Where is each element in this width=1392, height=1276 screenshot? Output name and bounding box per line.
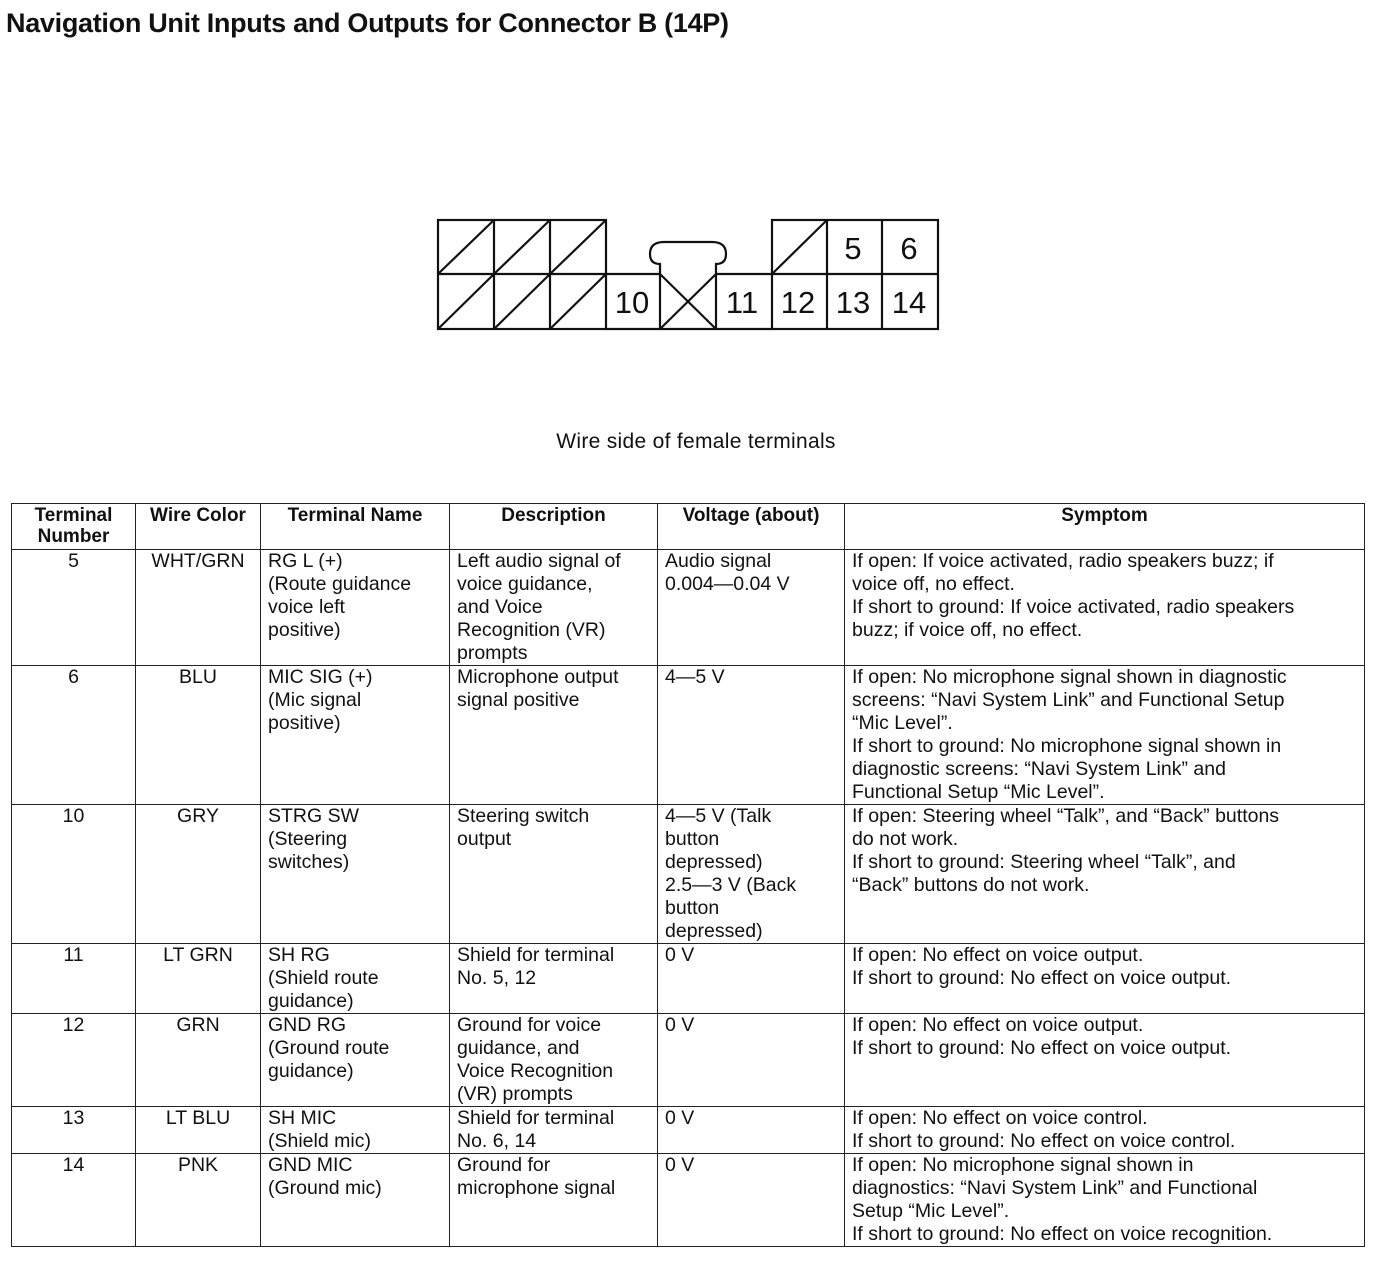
cell-terminal-number bbox=[12, 1154, 136, 1247]
header-symptom: Symptom bbox=[845, 504, 1365, 550]
cell-terminal-number-line: 12 bbox=[62, 1014, 85, 1036]
empty-cavity-slash bbox=[550, 220, 606, 274]
cell-symptom bbox=[845, 1107, 1365, 1154]
table-body bbox=[12, 550, 1365, 1247]
empty-cavity-slash bbox=[772, 220, 827, 274]
cell-terminal-number bbox=[12, 944, 136, 1014]
cell-terminal-number-line: 13 bbox=[62, 1107, 85, 1129]
cell-symptom-line: If short to ground: No microphone signal shown in bbox=[852, 735, 1282, 757]
cell-terminal-name-line: positive) bbox=[268, 619, 341, 641]
terminal-label-13: 13 bbox=[835, 285, 871, 320]
cell-voltage bbox=[658, 805, 845, 944]
cell-terminal-number bbox=[12, 666, 136, 805]
header-terminal-number-line: Terminal bbox=[34, 505, 113, 526]
cell-wire-color bbox=[136, 666, 261, 805]
cell-terminal-name-line: positive) bbox=[268, 712, 341, 734]
cell-voltage-line: 0.004—0.04 V bbox=[665, 573, 790, 595]
cell-terminal-name bbox=[261, 1107, 450, 1154]
cell-description-line: Shield for terminal bbox=[457, 1107, 615, 1129]
cell-symptom-line: If short to ground: No effect on voice output. bbox=[852, 1037, 1232, 1059]
terminal-label-6: 6 bbox=[900, 231, 918, 266]
cell-description-line: No. 6, 14 bbox=[457, 1130, 537, 1152]
cell-description-line: Voice Recognition bbox=[457, 1060, 614, 1082]
cell-description bbox=[450, 1154, 658, 1247]
cell-symptom-line: If open: No microphone signal shown in diagnostic bbox=[852, 666, 1287, 688]
cell-symptom bbox=[845, 550, 1365, 666]
cell-wire-color-line: LT GRN bbox=[163, 944, 233, 966]
cell-symptom-line: If open: No microphone signal shown in bbox=[852, 1154, 1194, 1176]
cell-terminal-number-line: 14 bbox=[62, 1154, 85, 1176]
cell-description bbox=[450, 666, 658, 805]
table-row bbox=[12, 1107, 1365, 1154]
cell-terminal-name-line: MIC SIG (+) bbox=[268, 666, 373, 688]
cell-voltage-line: Audio signal bbox=[665, 550, 772, 572]
diagram-caption: Wire side of female terminals bbox=[556, 430, 836, 453]
cell-description-line: signal positive bbox=[457, 689, 580, 711]
cell-description-line: prompts bbox=[457, 642, 528, 664]
cell-terminal-number-line: 5 bbox=[68, 550, 79, 572]
cell-terminal-number bbox=[12, 1014, 136, 1107]
cell-description bbox=[450, 1014, 658, 1107]
cell-voltage bbox=[658, 666, 845, 805]
page-title: Navigation Unit Inputs and Outputs for Connector B (14P) bbox=[6, 8, 729, 38]
cell-wire-color bbox=[136, 1154, 261, 1247]
cell-symptom-line: diagnostics: “Navi System Link” and Functional bbox=[852, 1177, 1258, 1199]
cell-terminal-name-line: (Ground route bbox=[268, 1037, 390, 1059]
cell-voltage bbox=[658, 1014, 845, 1107]
cell-symptom bbox=[845, 944, 1365, 1014]
terminal-table bbox=[11, 503, 1365, 1247]
cell-voltage bbox=[658, 1107, 845, 1154]
cell-description-line: (VR) prompts bbox=[457, 1083, 573, 1105]
cell-voltage-line: button bbox=[665, 897, 720, 919]
empty-cavity-slash bbox=[438, 274, 494, 329]
terminal-label-5: 5 bbox=[844, 231, 862, 266]
cell-symptom-line: If open: No effect on voice output. bbox=[852, 1014, 1144, 1036]
cell-voltage-line: 2.5—3 V (Back bbox=[665, 874, 797, 896]
cell-symptom-line: If short to ground: No effect on voice output. bbox=[852, 967, 1232, 989]
connector-lock-tab bbox=[650, 242, 726, 274]
cell-voltage-line: depressed) bbox=[665, 851, 763, 873]
header-terminal-number-line: Number bbox=[37, 526, 110, 547]
cell-voltage-line: 4—5 V bbox=[665, 666, 725, 688]
cell-terminal-name-line: switches) bbox=[268, 851, 350, 873]
cell-terminal-name-line: RG L (+) bbox=[268, 550, 343, 572]
terminal-label-12: 12 bbox=[780, 285, 816, 320]
cell-wire-color bbox=[136, 550, 261, 666]
cell-terminal-number-line: 11 bbox=[63, 944, 84, 966]
cell-terminal-number-line: 10 bbox=[62, 805, 85, 827]
cell-terminal-name-line: GND MIC bbox=[268, 1154, 353, 1176]
table-row bbox=[12, 666, 1365, 805]
cell-symptom-line: If short to ground: No effect on voice recognition. bbox=[852, 1223, 1273, 1245]
cell-terminal-name bbox=[261, 944, 450, 1014]
cell-terminal-name-line: SH RG bbox=[268, 944, 330, 966]
cell-symptom-line: screens: “Navi System Link” and Functional Setup bbox=[852, 689, 1285, 711]
table-row bbox=[12, 944, 1365, 1014]
cell-terminal-name-line: guidance) bbox=[268, 1060, 354, 1082]
cell-wire-color bbox=[136, 805, 261, 944]
cell-voltage-line: 0 V bbox=[665, 1014, 695, 1036]
cell-terminal-name-line: guidance) bbox=[268, 990, 354, 1012]
cell-terminal-name bbox=[261, 1014, 450, 1107]
cell-description-line: output bbox=[457, 828, 512, 850]
cell-wire-color-line: BLU bbox=[179, 666, 217, 688]
header-terminal-number bbox=[12, 504, 136, 550]
cell-voltage bbox=[658, 1154, 845, 1247]
cell-terminal-name-line: SH MIC bbox=[268, 1107, 337, 1129]
cell-voltage-line: 0 V bbox=[665, 1154, 695, 1176]
cell-description-line: and Voice bbox=[457, 596, 543, 618]
cell-symptom-line: diagnostic screens: “Navi System Link” and bbox=[852, 758, 1226, 780]
cell-symptom-line: do not work. bbox=[852, 828, 959, 850]
empty-cavity-slash bbox=[494, 274, 550, 329]
cell-symptom-line: Setup “Mic Level”. bbox=[852, 1200, 1010, 1222]
cell-wire-color-line: LT BLU bbox=[165, 1107, 231, 1129]
cell-description-line: Recognition (VR) bbox=[457, 619, 606, 641]
cell-description-line: No. 5, 12 bbox=[457, 967, 537, 989]
cell-description-line: voice guidance, bbox=[457, 573, 593, 595]
empty-cavity-slash bbox=[494, 220, 550, 274]
cell-terminal-name-line: (Shield mic) bbox=[268, 1130, 371, 1152]
cell-voltage-line: 0 V bbox=[665, 1107, 695, 1129]
cell-symptom-line: Functional Setup “Mic Level”. bbox=[852, 781, 1105, 803]
cell-wire-color-line: GRY bbox=[177, 805, 219, 827]
cell-voltage-line: depressed) bbox=[665, 920, 763, 942]
terminal-label-10: 10 bbox=[614, 285, 650, 320]
cell-voltage bbox=[658, 944, 845, 1014]
empty-cavity-slash bbox=[550, 274, 606, 329]
cell-symptom bbox=[845, 666, 1365, 805]
cell-description-line: Steering switch bbox=[457, 805, 590, 827]
cell-wire-color-line: PNK bbox=[177, 1154, 219, 1176]
cell-wire-color bbox=[136, 944, 261, 1014]
cell-symptom-line: If short to ground: Steering wheel “Talk”, and bbox=[852, 851, 1236, 873]
cell-symptom bbox=[845, 1154, 1365, 1247]
cell-description bbox=[450, 1107, 658, 1154]
table-header-row bbox=[12, 504, 1365, 550]
cell-description-line: Ground for voice bbox=[457, 1014, 602, 1036]
cell-terminal-name-line: STRG SW bbox=[268, 805, 359, 827]
cell-terminal-number bbox=[12, 1107, 136, 1154]
cell-voltage-line: button bbox=[665, 828, 720, 850]
empty-cavity-slash bbox=[438, 220, 494, 274]
cell-description-line: microphone signal bbox=[457, 1177, 616, 1199]
cell-wire-color bbox=[136, 1014, 261, 1107]
cell-terminal-number-line: 6 bbox=[68, 666, 79, 688]
cell-wire-color-line: GRN bbox=[176, 1014, 220, 1036]
cell-terminal-name bbox=[261, 550, 450, 666]
header-description: Description bbox=[450, 504, 658, 550]
cell-terminal-name bbox=[261, 1154, 450, 1247]
cell-symptom-line: If open: No effect on voice control. bbox=[852, 1107, 1148, 1129]
cell-symptom-line: buzz; if voice off, no effect. bbox=[852, 619, 1083, 641]
connector-diagram bbox=[0, 0, 1392, 400]
cell-terminal-name bbox=[261, 805, 450, 944]
table-row bbox=[12, 1014, 1365, 1107]
cell-description bbox=[450, 944, 658, 1014]
cell-description-line: guidance, and bbox=[457, 1037, 580, 1059]
cell-wire-color-line: WHT/GRN bbox=[151, 550, 245, 572]
cell-description-line: Left audio signal of bbox=[457, 550, 621, 572]
terminal-label-14: 14 bbox=[891, 285, 927, 320]
header-voltage: Voltage (about) bbox=[658, 504, 845, 550]
cell-terminal-name-line: (Steering bbox=[268, 828, 348, 850]
cell-terminal-number bbox=[12, 550, 136, 666]
cell-voltage-line: 0 V bbox=[665, 944, 695, 966]
cell-description bbox=[450, 805, 658, 944]
cell-terminal-name-line: GND RG bbox=[268, 1014, 346, 1036]
cell-wire-color bbox=[136, 1107, 261, 1154]
cell-voltage bbox=[658, 550, 845, 666]
table-row bbox=[12, 550, 1365, 666]
cell-description-line: Ground for bbox=[457, 1154, 551, 1176]
cell-terminal-name bbox=[261, 666, 450, 805]
cell-terminal-name-line: (Shield route bbox=[268, 967, 379, 989]
cell-symptom bbox=[845, 805, 1365, 944]
cell-description bbox=[450, 550, 658, 666]
terminal-label-11: 11 bbox=[725, 285, 759, 320]
cell-terminal-name-line: (Mic signal bbox=[268, 689, 362, 711]
cell-description-line: Shield for terminal bbox=[457, 944, 615, 966]
cell-symptom-line: voice off, no effect. bbox=[852, 573, 1015, 595]
cell-symptom bbox=[845, 1014, 1365, 1107]
cell-symptom-line: If short to ground: No effect on voice control. bbox=[852, 1130, 1236, 1152]
table-row bbox=[12, 1154, 1365, 1247]
cell-terminal-number bbox=[12, 805, 136, 944]
cell-terminal-name-line: voice left bbox=[268, 596, 345, 618]
cell-symptom-line: If open: No effect on voice output. bbox=[852, 944, 1144, 966]
cell-symptom-line: If open: Steering wheel “Talk”, and “Back” buttons bbox=[852, 805, 1280, 827]
cell-description-line: Microphone output bbox=[457, 666, 619, 688]
header-terminal-name: Terminal Name bbox=[261, 504, 450, 550]
table-row bbox=[12, 805, 1365, 944]
cell-voltage-line: 4—5 V (Talk bbox=[665, 805, 772, 827]
header-wire-color: Wire Color bbox=[136, 504, 261, 550]
cell-symptom-line: If short to ground: If voice activated, radio speakers bbox=[852, 596, 1295, 618]
cell-terminal-name-line: (Ground mic) bbox=[268, 1177, 382, 1199]
cell-terminal-name-line: (Route guidance bbox=[268, 573, 412, 595]
cell-symptom-line: If open: If voice activated, radio speakers buzz; if bbox=[852, 550, 1274, 572]
cell-symptom-line: “Back” buttons do not work. bbox=[852, 874, 1090, 896]
cell-symptom-line: “Mic Level”. bbox=[852, 712, 953, 734]
